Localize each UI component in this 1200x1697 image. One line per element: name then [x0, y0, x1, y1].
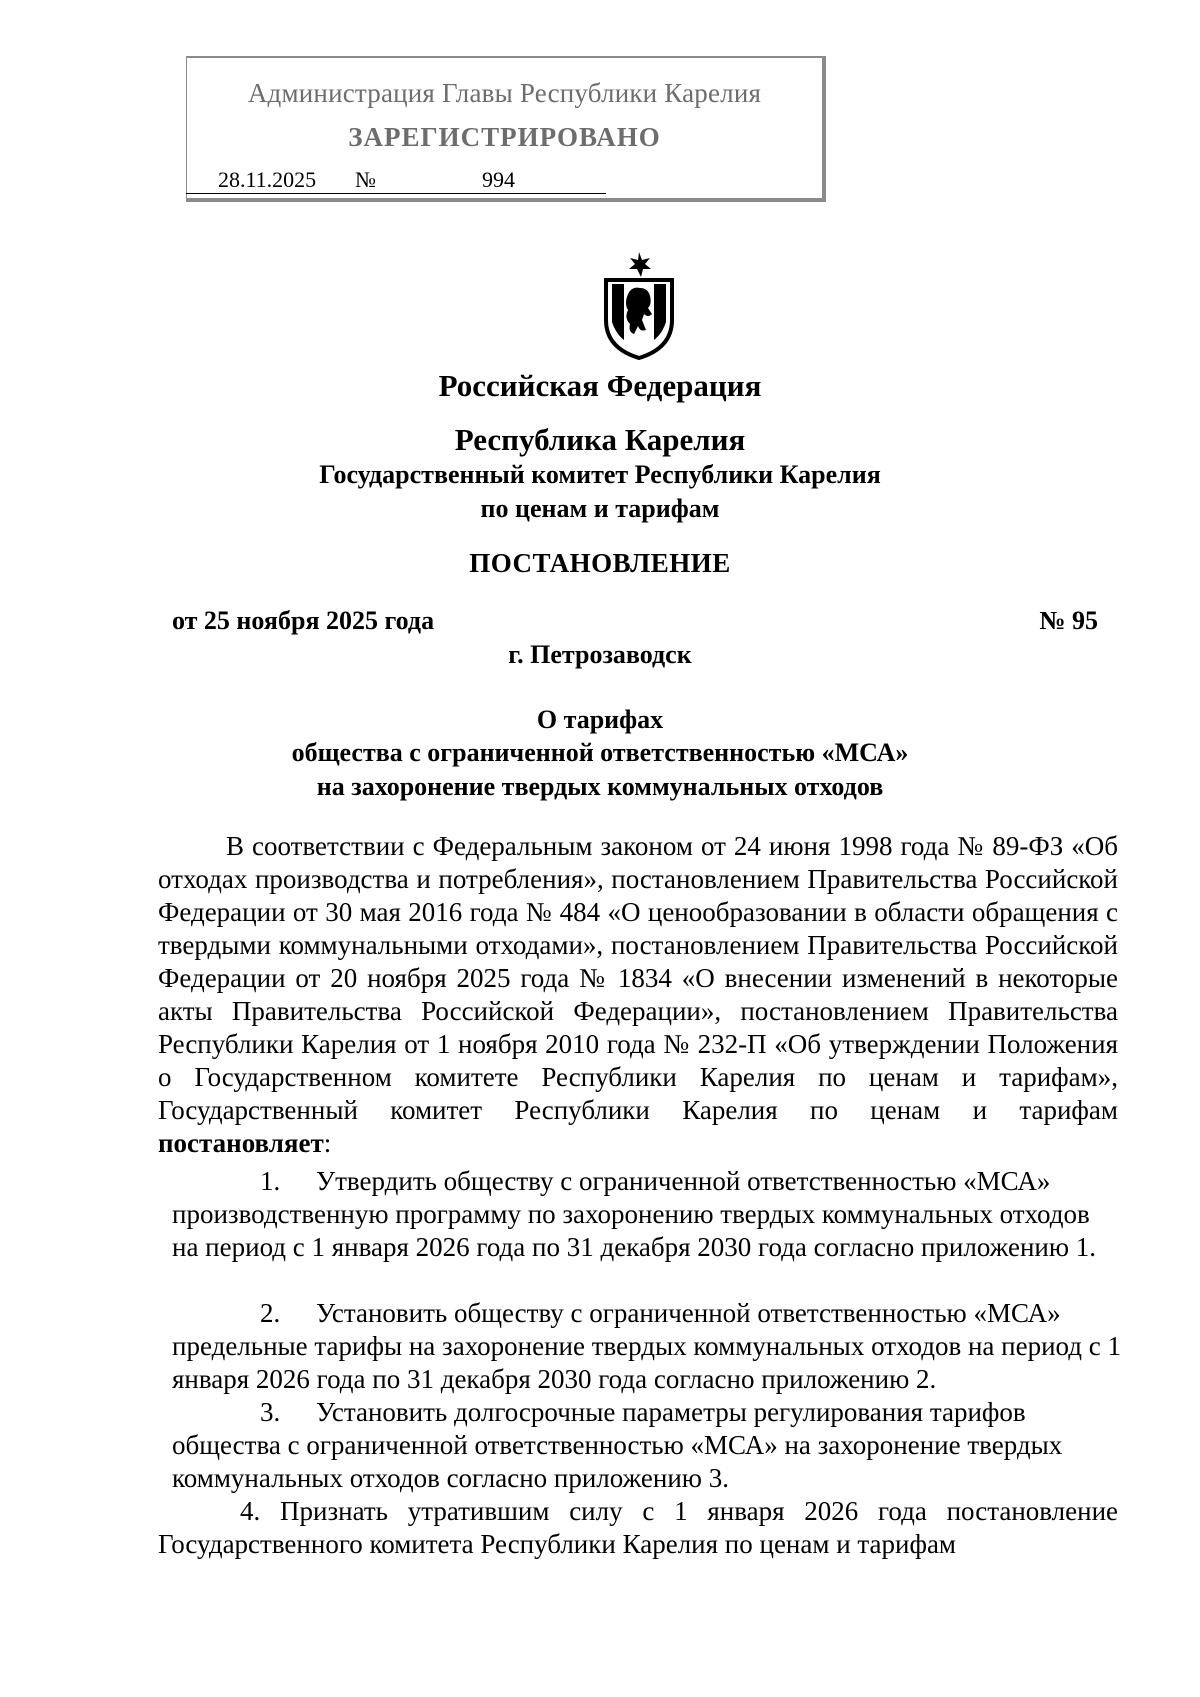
list-item-rest: предельные тарифы на захоронение твердых коммунальных отходов на период с 1 января 2026 года по 31 декабря 2030 года согласно приложению 2.	[172, 1331, 1121, 1394]
stamp-status: ЗАРЕГИСТРИРОВАНО	[348, 122, 661, 152]
stamp-underline	[186, 193, 606, 194]
list-item	[172, 1297, 1122, 1396]
preamble-decree-word: постановляет	[158, 1128, 324, 1158]
document-city: г. Петрозаводск	[508, 640, 692, 669]
republic-heading: Республика Карелия	[454, 422, 746, 457]
item-4-paragraph: 4. Признать утратившим силу с 1 января 2026 года постановление Государственного комитета Республики Карелия по ценам и тарифам	[158, 1496, 1118, 1559]
list-item	[172, 1165, 1122, 1264]
document-type: ПОСТАНОВЛЕНИЕ	[469, 548, 731, 578]
list-item-rest: производственную программу по захоронению твердых коммунальных отходов на период с 1 января 2026 года по 31 декабря 2030 года согласно приложению 1.	[172, 1199, 1097, 1262]
title-line-2: общества с ограниченной ответственностью «МСА»	[291, 738, 909, 767]
list-item-number: 3.	[260, 1397, 281, 1427]
karelia-coat-of-arms-icon	[598, 250, 680, 360]
list-item-rest: общества с ограниченной ответственностью «МСА» на захоронение твердых коммунальных отходов согласно приложению 3.	[172, 1430, 1063, 1493]
document-date: от 25 ноября 2025 года	[172, 606, 435, 635]
list-item-first-line: Установить долгосрочные параметры регулирования тарифов	[316, 1397, 1026, 1427]
list-item-number: 2.	[260, 1298, 281, 1328]
preamble-end: :	[323, 1128, 332, 1158]
stamp-date: 28.11.2025	[218, 167, 317, 192]
list-item-first-line: Установить обществу с ограниченной ответственностью «МСА»	[316, 1298, 1061, 1328]
document-number: № 95	[1039, 606, 1098, 635]
preamble-paragraph	[158, 830, 1118, 1160]
committee-heading: Государственный комитет Республики Карелия	[319, 460, 881, 489]
title-line-1: О тарифах	[536, 705, 664, 734]
preamble-text: В соответствии с Федеральным законом от 24 июня 1998 года № 89-ФЗ «Об отходах производства и потребления», постановлением Правительства Российской Федерации от 30 мая 2016 года № 484 «О ценообразовании в области обращения с твердыми коммунальными отходами», постановлением Правительства Российской Федерации от 20 ноября 2025 года № 1834 «О внесении изменений в некоторые акты Правительства Российской Федерации», постановлением Правительства Республики Карелия от 1 ноября 2010 года № 232-П «Об утверждении Положения о Государственном комитете Республики Карелия по ценам и тарифам», Государственный комитет Республики Карелия по ценам и тарифам	[158, 831, 1118, 1125]
committee-heading-line2: по ценам и тарифам	[480, 494, 720, 523]
list-item	[172, 1396, 1122, 1495]
list-item-number: 1.	[260, 1166, 281, 1196]
stamp-organization: Администрация Главы Республики Карелия	[247, 78, 762, 108]
list-item-first-line: Утвердить обществу с ограниченной ответственностью «МСА»	[316, 1166, 1051, 1196]
country-heading: Российская Федерация	[438, 368, 762, 403]
title-line-3: на захоронение твердых коммунальных отходов	[316, 772, 884, 801]
stamp-number-sign: №	[355, 167, 376, 192]
stamp-number: 994	[482, 167, 515, 192]
